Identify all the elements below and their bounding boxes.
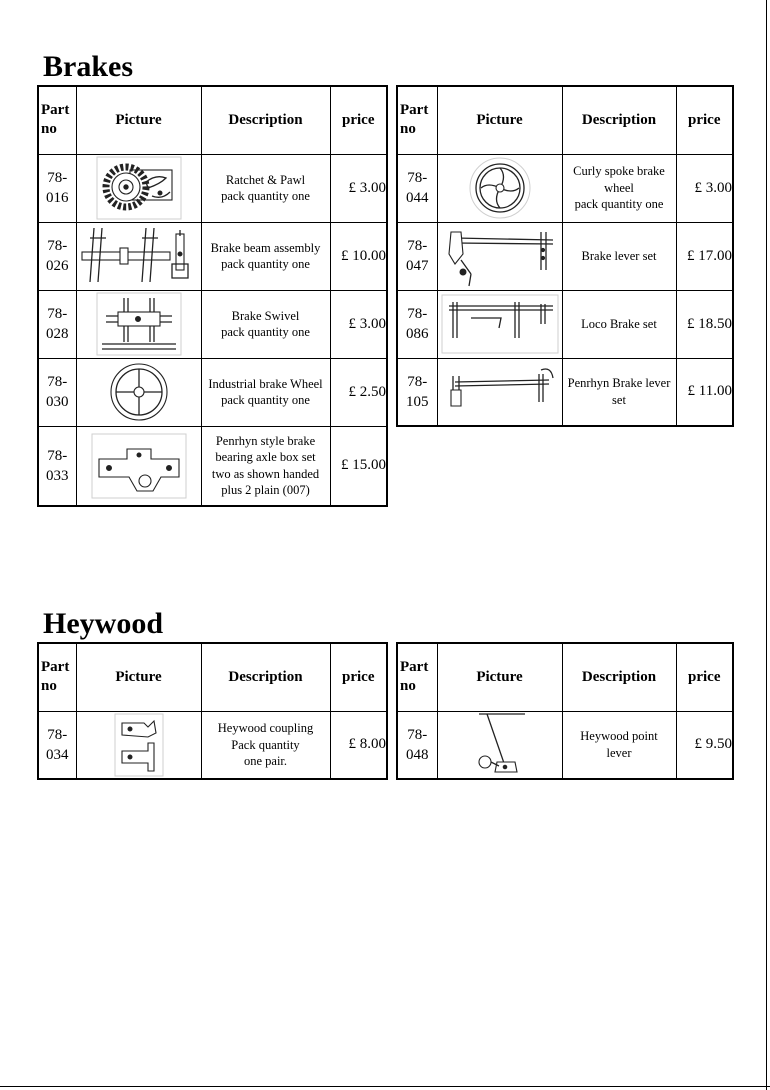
description: Curly spoke brake wheel pack quantity one xyxy=(562,154,676,222)
description: Brake beam assembly pack quantity one xyxy=(201,222,330,290)
description: Ratchet & Pawl pack quantity one xyxy=(201,154,330,222)
part-number: 78- 030 xyxy=(38,358,76,426)
part-number: 78- 034 xyxy=(38,711,76,779)
description: Penrhyn style brake bearing axle box set two as shown handed plus 2 plain (007) xyxy=(201,426,330,506)
table-row xyxy=(397,154,733,222)
header-description: Description xyxy=(562,643,676,711)
brake-lever-icon xyxy=(441,224,559,288)
table-row xyxy=(397,711,733,779)
price: £ 8.00 xyxy=(330,711,387,779)
section-title-heywood: Heywood xyxy=(43,607,163,640)
part-number: 78- 105 xyxy=(397,358,437,426)
price: £ 3.00 xyxy=(676,154,733,222)
table-row xyxy=(38,426,387,506)
price: £ 3.00 xyxy=(330,290,387,358)
header-picture: Picture xyxy=(76,86,201,154)
price: £ 15.00 xyxy=(330,426,387,506)
part-number: 78- 047 xyxy=(397,222,437,290)
header-description: Description xyxy=(562,86,676,154)
part-number: 78- 086 xyxy=(397,290,437,358)
table-row xyxy=(38,711,387,779)
point-lever-icon xyxy=(465,712,535,778)
part-number: 78- 016 xyxy=(38,154,76,222)
brake-beam-icon xyxy=(80,224,198,288)
brake-wheel-icon xyxy=(104,360,174,424)
header-part-no: Part no xyxy=(38,643,76,711)
header-part-no: Part no xyxy=(397,86,437,154)
part-number: 78- 028 xyxy=(38,290,76,358)
header-picture: Picture xyxy=(437,86,562,154)
header-row xyxy=(38,643,387,711)
header-row xyxy=(38,86,387,154)
description: Industrial brake Wheel pack quantity one xyxy=(201,358,330,426)
heywood-table-right xyxy=(396,642,734,780)
axle-box-icon xyxy=(91,433,187,499)
price: £ 9.50 xyxy=(676,711,733,779)
loco-brake-icon xyxy=(441,294,559,354)
price: £ 10.00 xyxy=(330,222,387,290)
part-number: 78- 033 xyxy=(38,426,76,506)
penrhyn-lever-icon xyxy=(441,362,559,422)
curly-spoke-wheel-icon xyxy=(467,156,533,220)
header-picture: Picture xyxy=(76,643,201,711)
part-number: 78- 044 xyxy=(397,154,437,222)
description: Brake Swivel pack quantity one xyxy=(201,290,330,358)
part-number: 78- 026 xyxy=(38,222,76,290)
brakes-table-right xyxy=(396,85,734,427)
page-edge-right xyxy=(766,0,767,1090)
price: £ 11.00 xyxy=(676,358,733,426)
table-row xyxy=(38,222,387,290)
heywood-table-left xyxy=(37,642,388,780)
header-price: price xyxy=(676,643,733,711)
price: £ 17.00 xyxy=(676,222,733,290)
table-row xyxy=(397,222,733,290)
description: Heywood coupling Pack quantity one pair. xyxy=(201,711,330,779)
page-edge-bottom xyxy=(0,1086,770,1087)
coupling-icon xyxy=(114,713,164,777)
brake-swivel-icon xyxy=(96,292,182,356)
header-price: price xyxy=(330,86,387,154)
table-row xyxy=(397,358,733,426)
description: Penrhyn Brake lever set xyxy=(562,358,676,426)
table-row xyxy=(38,154,387,222)
header-picture: Picture xyxy=(437,643,562,711)
header-part-no: Part no xyxy=(38,86,76,154)
price: £ 2.50 xyxy=(330,358,387,426)
description: Heywood point lever xyxy=(562,711,676,779)
part-number: 78- 048 xyxy=(397,711,437,779)
header-description: Description xyxy=(201,643,330,711)
ratchet-pawl-icon xyxy=(96,156,182,220)
header-row xyxy=(397,643,733,711)
price: £ 18.50 xyxy=(676,290,733,358)
header-part-no: Part no xyxy=(397,643,437,711)
header-description: Description xyxy=(201,86,330,154)
description: Loco Brake set xyxy=(562,290,676,358)
header-price: price xyxy=(330,643,387,711)
description: Brake lever set xyxy=(562,222,676,290)
table-row xyxy=(38,290,387,358)
header-row xyxy=(397,86,733,154)
price: £ 3.00 xyxy=(330,154,387,222)
table-row xyxy=(38,358,387,426)
section-title-brakes: Brakes xyxy=(43,50,133,83)
brakes-table-left xyxy=(37,85,388,507)
table-row xyxy=(397,290,733,358)
header-price: price xyxy=(676,86,733,154)
